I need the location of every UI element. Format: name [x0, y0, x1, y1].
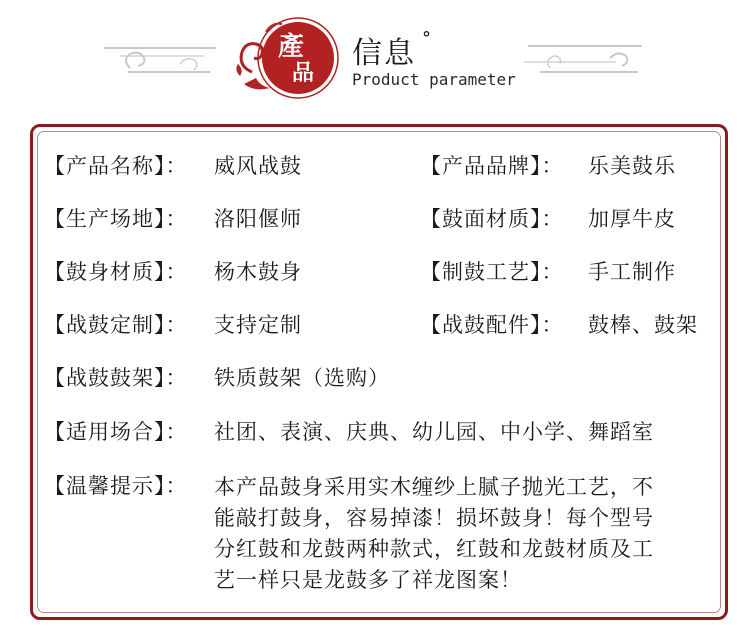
param-value: 手工制作 — [588, 260, 676, 284]
param-label: 【制鼓工艺】： — [420, 260, 564, 284]
param-venues — [44, 418, 654, 446]
param-label: 【鼓面材质】： — [420, 207, 564, 231]
cloud-ornament-left-icon — [100, 38, 220, 78]
param-origin — [44, 205, 302, 233]
param-label: 【产品品牌】： — [420, 154, 564, 178]
tips-line: 能敲打鼓身，容易掉漆！损坏鼓身！每个型号 — [214, 506, 654, 530]
param-label: 【温馨提示】： — [44, 474, 188, 498]
param-craft — [420, 258, 676, 286]
param-drumhead-material — [420, 205, 676, 233]
param-body-material — [44, 258, 302, 286]
param-label: 【战鼓鼓架】： — [44, 366, 188, 390]
param-label: 【适用场合】： — [44, 420, 188, 444]
param-accessories — [420, 311, 698, 339]
param-value: 加厚牛皮 — [588, 207, 676, 231]
title-degree-mark: ° — [422, 28, 433, 49]
param-value: 支持定制 — [214, 313, 302, 337]
param-value: 乐美鼓乐 — [588, 154, 676, 178]
seal-character-1: 產 — [278, 32, 305, 62]
param-value: 洛阳偃师 — [214, 207, 302, 231]
param-drum-stand — [44, 364, 390, 392]
param-brand — [420, 152, 676, 180]
param-value: 威风战鼓 — [214, 154, 302, 178]
page-header — [0, 0, 750, 120]
seal-character-2: 品 — [292, 60, 315, 86]
param-label: 【战鼓定制】： — [44, 313, 188, 337]
tips-line: 艺一样只是龙鼓多了祥龙图案！ — [214, 568, 522, 592]
page-subtitle: Product parameter — [352, 70, 516, 89]
param-label: 【产品名称】： — [44, 154, 188, 178]
param-value: 杨木鼓身 — [214, 260, 302, 284]
tips-line: 分红鼓和龙鼓两种款式，红鼓和龙鼓材质及工 — [214, 537, 654, 561]
param-label: 【生产场地】： — [44, 207, 188, 231]
param-value: 社团、表演、庆典、幼儿园、中小学、舞蹈室 — [214, 420, 654, 444]
param-label: 【鼓身材质】： — [44, 260, 188, 284]
param-customization — [44, 311, 302, 339]
page-title — [352, 28, 433, 72]
param-tips — [44, 472, 188, 500]
tips-line: 本产品鼓身采用实木缠纱上腻子抛光工艺，不 — [214, 475, 654, 499]
page-title-text: 信息 — [352, 36, 416, 71]
param-value: 铁质鼓架（选购） — [214, 366, 390, 390]
tips-text — [214, 472, 714, 596]
param-product-name — [44, 152, 302, 180]
cloud-ornament-right-icon — [520, 38, 645, 78]
param-value: 鼓棒、鼓架 — [588, 313, 698, 337]
param-label: 【战鼓配件】： — [420, 313, 564, 337]
